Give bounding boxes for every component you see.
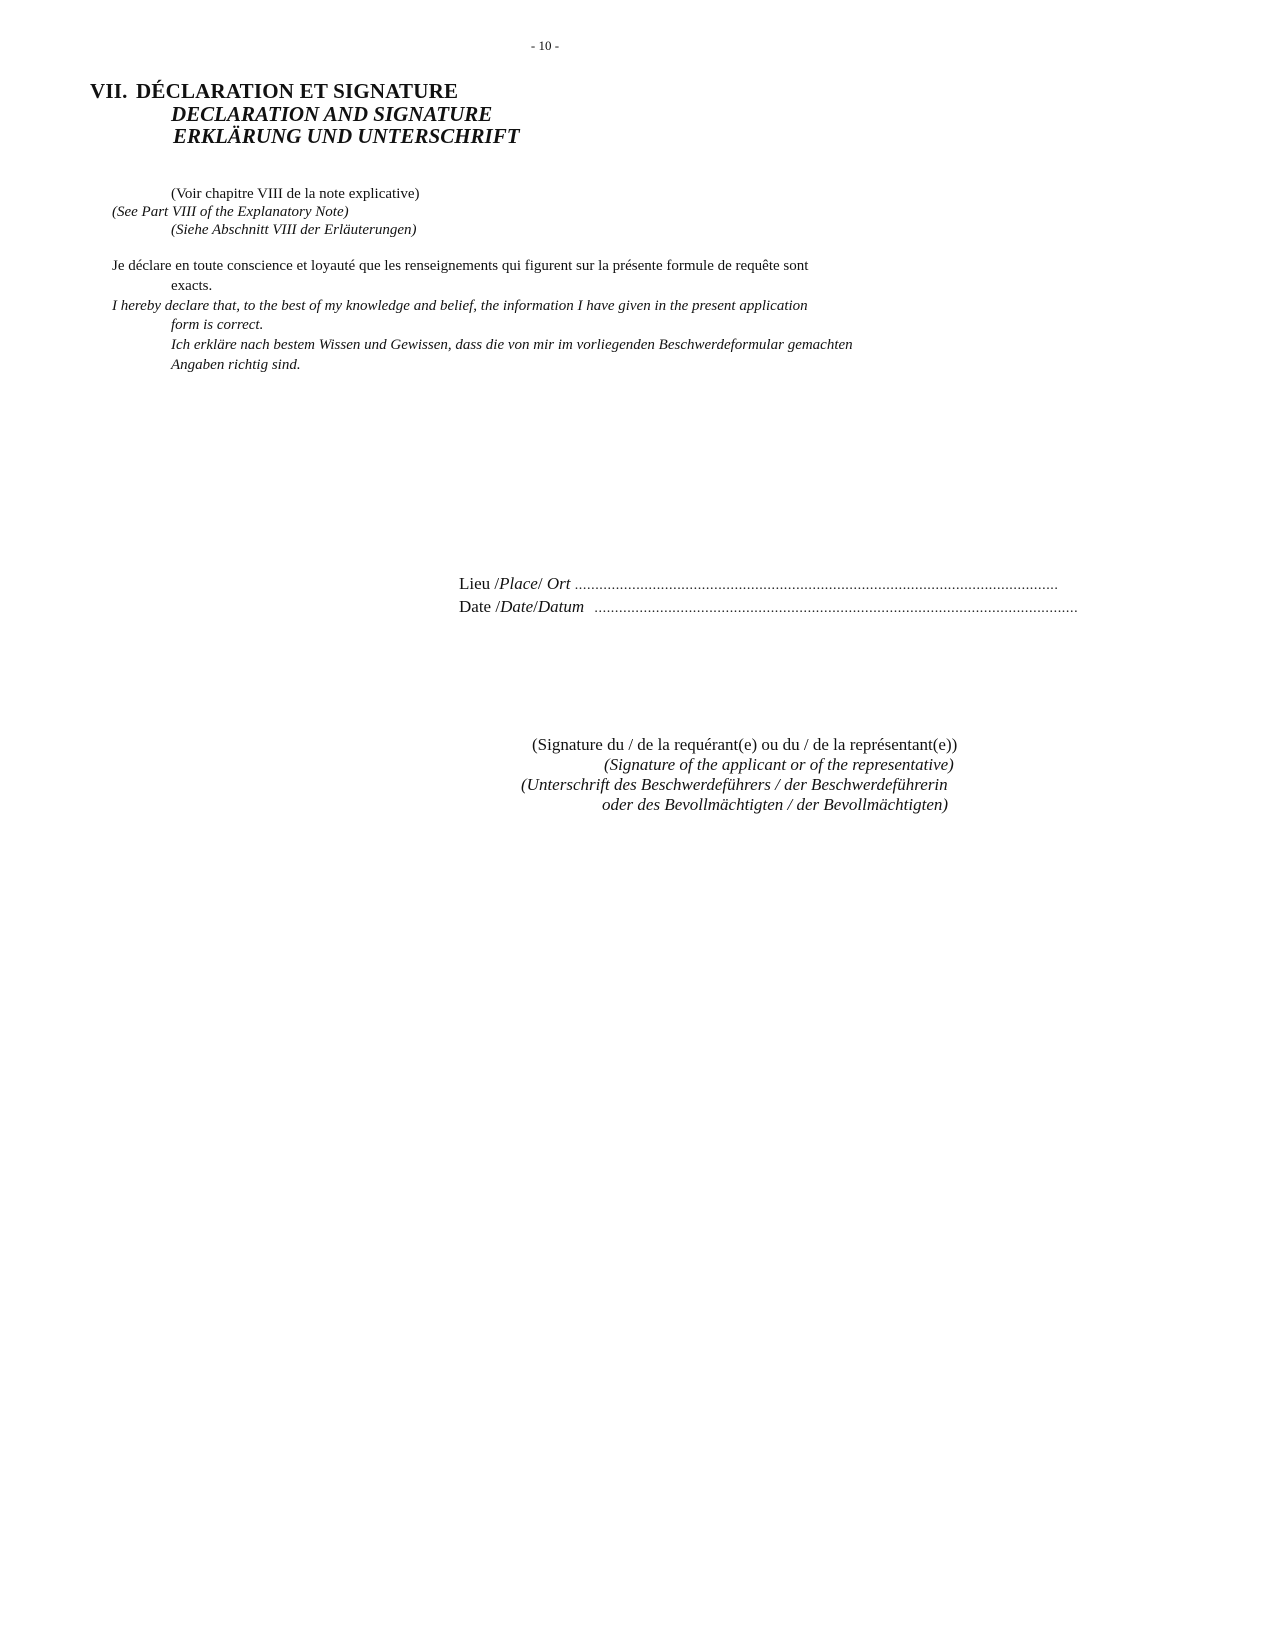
date-label-de: Datum (537, 597, 589, 616)
declaration-fr-line-1: Je déclare en toute conscience et loyauté que les renseignements qui figurent sur la présente formule de requête sont (112, 258, 809, 274)
place-label-en: Place (499, 574, 538, 593)
signature-caption-de-line-2: oder des Bevollmächtigten / der Bevollmächtigten) (602, 795, 949, 814)
section-title-en: DECLARATION AND SIGNATURE (171, 102, 493, 126)
place-field[interactable] (459, 574, 1059, 594)
section-title-fr: DÉCLARATION ET SIGNATURE (136, 79, 459, 103)
page-number: - 10 - (530, 38, 560, 53)
signature-caption-fr: (Signature du / de la requérant(e) ou du / de la représentant(e)) (532, 735, 958, 754)
declaration-fr-line-2: exacts. (171, 278, 213, 294)
date-label-en: Date (500, 597, 534, 616)
date-dotted-line[interactable]: ...................................................................................................................... (594, 601, 1079, 616)
declaration-en-line-2: form is correct. (171, 317, 264, 333)
section-title-de: ERKLÄRUNG UND UNTERSCHRIFT (173, 124, 520, 148)
date-field[interactable] (459, 597, 1079, 617)
signature-caption-de-line-1: (Unterschrift des Beschwerdeführers / der Beschwerdeführerin (521, 775, 948, 794)
declaration-de-line-2: Angaben richtig sind. (171, 357, 301, 373)
date-label-sep: / (533, 597, 538, 616)
section-numeral: VII. (90, 79, 128, 103)
date-label-fr: Date / (459, 597, 501, 616)
place-label-sep: / (537, 574, 543, 593)
reference-note-fr: (Voir chapitre VIII de la note explicative) (171, 186, 420, 202)
reference-note-en: (See Part VIII of the Explanatory Note) (112, 204, 349, 220)
section-heading-fr (90, 79, 458, 104)
place-label-de: Ort (542, 574, 575, 593)
signature-caption-en: (Signature of the applicant or of the representative) (604, 755, 954, 774)
place-label-fr: Lieu / (459, 574, 500, 593)
reference-note-de: (Siehe Abschnitt VIII der Erläuterungen) (171, 222, 417, 238)
place-dotted-line[interactable]: ...................................................................................................................... (574, 578, 1059, 593)
declaration-de-line-1: Ich erkläre nach bestem Wissen und Gewissen, dass die von mir im vorliegenden Beschwerdeformular gemachten (171, 337, 853, 353)
declaration-en-line-1: I hereby declare that, to the best of my knowledge and belief, the information I have given in the present application (112, 298, 808, 314)
